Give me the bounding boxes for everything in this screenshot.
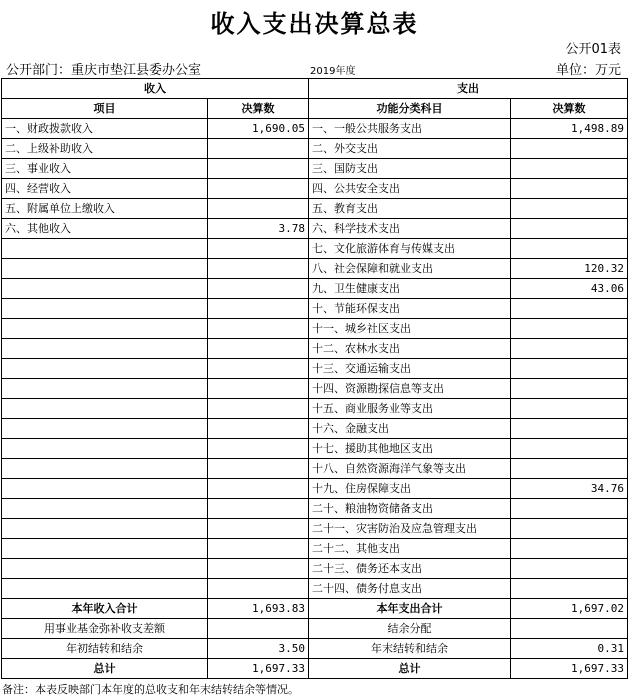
table-row	[2, 259, 628, 279]
expenditure-item-label: 二十、粮油物资储备支出	[309, 499, 511, 519]
income-item-label	[2, 299, 208, 319]
expenditure-item-label: 二十二、其他支出	[309, 539, 511, 559]
income-item-value	[208, 379, 309, 399]
expenditure-item-label: 四、公共安全支出	[309, 179, 511, 199]
expenditure-item-label: 十三、交通运输支出	[309, 359, 511, 379]
section-header-row	[2, 79, 628, 99]
income-item-value: 3.78	[208, 219, 309, 239]
expenditure-item-value	[511, 179, 628, 199]
summary-expenditure-label: 年末结转和结余	[309, 639, 511, 659]
table-row	[2, 439, 628, 459]
income-item-label	[2, 539, 208, 559]
expenditure-item-label: 十、节能环保支出	[309, 299, 511, 319]
income-item-value	[208, 199, 309, 219]
income-item-value	[208, 399, 309, 419]
table-row	[2, 559, 628, 579]
table-row	[2, 279, 628, 299]
income-item-label	[2, 459, 208, 479]
summary-expenditure-label: 本年支出合计	[309, 599, 511, 619]
income-item-label	[2, 379, 208, 399]
unit-label: 单位：万元	[555, 63, 621, 78]
income-item-value	[208, 279, 309, 299]
income-item-value	[208, 579, 309, 599]
expenditure-item-value	[511, 159, 628, 179]
expenditure-item-value	[511, 299, 628, 319]
expenditure-item-label: 三、国防支出	[309, 159, 511, 179]
expenditure-item-value	[511, 359, 628, 379]
income-item-label	[2, 499, 208, 519]
summary-income-value: 1,697.33	[208, 659, 309, 679]
summary-expenditure-label: 结余分配	[309, 619, 511, 639]
fiscal-year: 2019年度	[310, 66, 356, 77]
expenditure-amount-column-header: 决算数	[511, 99, 628, 119]
summary-expenditure-value: 1,697.02	[511, 599, 628, 619]
summary-expenditure-value: 1,697.33	[511, 659, 628, 679]
expenditure-item-value	[511, 399, 628, 419]
income-item-value	[208, 179, 309, 199]
table-row	[2, 539, 628, 559]
expenditure-item-label: 二、外交支出	[309, 139, 511, 159]
income-item-value	[208, 479, 309, 499]
table-row	[2, 139, 628, 159]
summary-expenditure-value: 0.31	[511, 639, 628, 659]
table-row	[2, 319, 628, 339]
table-row	[2, 159, 628, 179]
table-row	[2, 579, 628, 599]
expenditure-item-label: 十九、住房保障支出	[309, 479, 511, 499]
income-item-value	[208, 559, 309, 579]
income-item-value: 1,690.05	[208, 119, 309, 139]
summary-income-value: 3.50	[208, 639, 309, 659]
income-item-value	[208, 239, 309, 259]
expenditure-item-value: 43.06	[511, 279, 628, 299]
expenditure-item-value	[511, 519, 628, 539]
income-item-value	[208, 319, 309, 339]
expenditure-item-value	[511, 239, 628, 259]
expenditure-item-value	[511, 139, 628, 159]
summary-income-label: 用事业基金弥补收支差额	[2, 619, 208, 639]
income-item-label	[2, 339, 208, 359]
income-item-label	[2, 399, 208, 419]
summary-expenditure-value	[511, 619, 628, 639]
income-item-value	[208, 339, 309, 359]
income-item-label: 一、财政拨款收入	[2, 119, 208, 139]
expenditure-item-value	[511, 559, 628, 579]
summary-income-label: 总计	[2, 659, 208, 679]
expenditure-item-value	[511, 439, 628, 459]
summary-income-value: 1,693.83	[208, 599, 309, 619]
expenditure-item-value	[511, 379, 628, 399]
table-row	[2, 359, 628, 379]
expenditure-item-label: 十七、援助其他地区支出	[309, 439, 511, 459]
income-item-label: 四、经营收入	[2, 179, 208, 199]
table-row	[2, 399, 628, 419]
table-row	[2, 179, 628, 199]
expenditure-item-label: 五、教育支出	[309, 199, 511, 219]
income-item-value	[208, 139, 309, 159]
summary-income-label: 年初结转和结余	[2, 639, 208, 659]
table-row	[2, 199, 628, 219]
income-item-label: 六、其他收入	[2, 219, 208, 239]
table-row	[2, 419, 628, 439]
expenditure-item-value: 120.32	[511, 259, 628, 279]
income-item-value	[208, 259, 309, 279]
summary-income-value	[208, 619, 309, 639]
income-item-value	[208, 519, 309, 539]
income-item-label	[2, 239, 208, 259]
form-number: 公开01表	[565, 42, 621, 57]
table-row	[2, 219, 628, 239]
column-header-row	[2, 99, 628, 119]
income-item-label	[2, 559, 208, 579]
expenditure-item-value	[511, 419, 628, 439]
expenditure-item-label: 十一、城乡社区支出	[309, 319, 511, 339]
expenditure-item-label: 一、一般公共服务支出	[309, 119, 511, 139]
table-row	[2, 499, 628, 519]
income-item-value	[208, 299, 309, 319]
income-item-label	[2, 519, 208, 539]
income-item-label	[2, 279, 208, 299]
summary-expenditure-label: 总计	[309, 659, 511, 679]
table-row	[2, 479, 628, 499]
expenditure-item-value	[511, 199, 628, 219]
summary-row	[2, 599, 628, 619]
summary-row	[2, 619, 628, 639]
income-item-value	[208, 419, 309, 439]
expenditure-item-label: 二十一、灾害防治及应急管理支出	[309, 519, 511, 539]
expenditure-item-value	[511, 459, 628, 479]
expenditure-item-label: 八、社会保障和就业支出	[309, 259, 511, 279]
income-item-value	[208, 439, 309, 459]
income-item-value	[208, 459, 309, 479]
income-item-value	[208, 539, 309, 559]
expenditure-item-value: 34.76	[511, 479, 628, 499]
expenditure-item-label: 九、卫生健康支出	[309, 279, 511, 299]
expenditure-item-label: 十五、商业服务业等支出	[309, 399, 511, 419]
table-row	[2, 339, 628, 359]
table-row	[2, 239, 628, 259]
income-item-value	[208, 499, 309, 519]
budget-table	[1, 78, 628, 679]
table-row	[2, 459, 628, 479]
expenditure-item-value	[511, 319, 628, 339]
expenditure-item-label: 十六、金融支出	[309, 419, 511, 439]
income-amount-column-header: 决算数	[208, 99, 309, 119]
income-item-label	[2, 439, 208, 459]
summary-row	[2, 659, 628, 679]
footnote: 备注：本表反映部门本年度的总收支和年末结转结余等情况。	[2, 683, 299, 696]
table-row	[2, 119, 628, 139]
income-item-value	[208, 159, 309, 179]
expenditure-item-label: 十四、资源勘探信息等支出	[309, 379, 511, 399]
summary-row	[2, 639, 628, 659]
table-row	[2, 379, 628, 399]
item-column-header: 项目	[2, 99, 208, 119]
expenditure-item-label: 六、科学技术支出	[309, 219, 511, 239]
expenditure-item-label: 十二、农林水支出	[309, 339, 511, 359]
table-row	[2, 519, 628, 539]
expenditure-section-header: 支出	[309, 79, 628, 99]
expenditure-item-value	[511, 499, 628, 519]
page-title: 收入支出决算总表	[210, 10, 419, 38]
income-item-label: 二、上级补助收入	[2, 139, 208, 159]
income-item-value	[208, 359, 309, 379]
expenditure-item-value	[511, 339, 628, 359]
income-item-label: 五、附属单位上缴收入	[2, 199, 208, 219]
expenditure-item-label: 二十三、债务还本支出	[309, 559, 511, 579]
expenditure-item-label: 十八、自然资源海洋气象等支出	[309, 459, 511, 479]
income-item-label	[2, 359, 208, 379]
expenditure-item-value: 1,498.89	[511, 119, 628, 139]
income-section-header: 收入	[2, 79, 309, 99]
income-item-label	[2, 319, 208, 339]
income-item-label	[2, 419, 208, 439]
expenditure-item-value	[511, 579, 628, 599]
expenditure-item-label: 七、文化旅游体育与传媒支出	[309, 239, 511, 259]
income-item-label	[2, 479, 208, 499]
category-column-header: 功能分类科目	[309, 99, 511, 119]
income-item-label	[2, 579, 208, 599]
expenditure-item-value	[511, 539, 628, 559]
table-row	[2, 299, 628, 319]
income-item-label: 三、事业收入	[2, 159, 208, 179]
department-label: 公开部门：重庆市垫江县委办公室	[6, 63, 202, 78]
expenditure-item-value	[511, 219, 628, 239]
summary-income-label: 本年收入合计	[2, 599, 208, 619]
income-item-label	[2, 259, 208, 279]
expenditure-item-label: 二十四、债务付息支出	[309, 579, 511, 599]
